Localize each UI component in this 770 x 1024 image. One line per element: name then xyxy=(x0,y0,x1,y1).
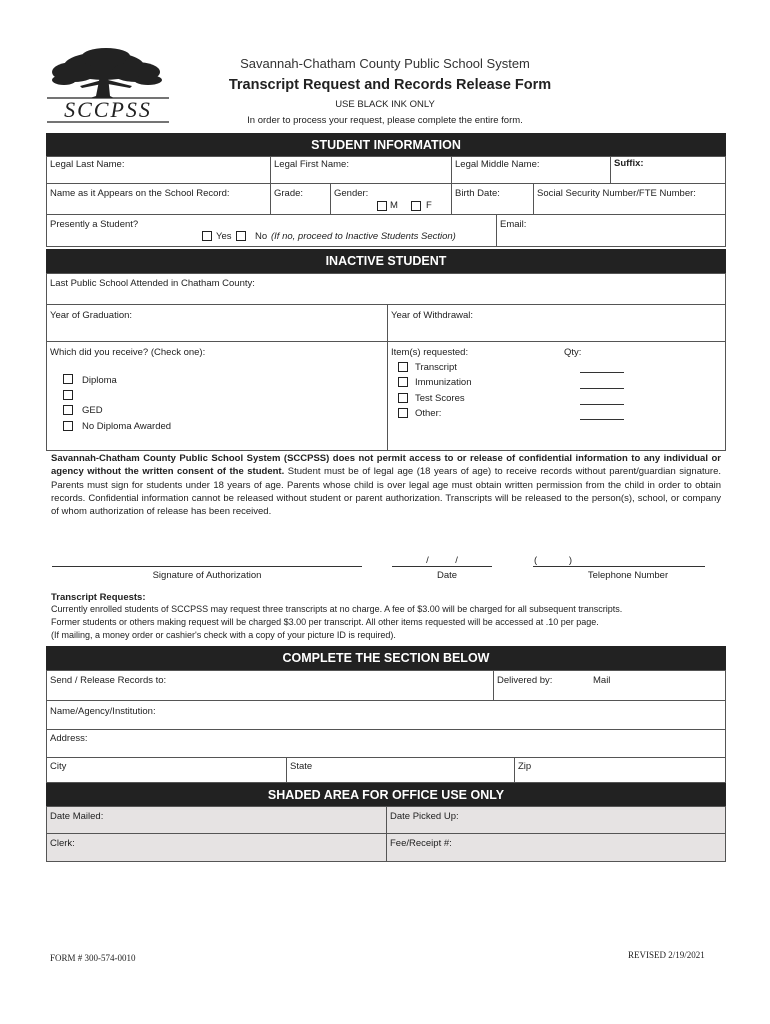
requests-heading: Transcript Requests: xyxy=(51,592,146,603)
date-mailed-field[interactable]: Date Mailed: xyxy=(50,811,104,822)
withdrawal-year-field[interactable]: Year of Withdrawal: xyxy=(391,310,474,321)
graduation-year-field[interactable]: Year of Graduation: xyxy=(50,310,133,321)
ged-label: GED xyxy=(82,405,103,416)
inactive-heading: INACTIVE STUDENT xyxy=(46,249,726,273)
diploma-label: Diploma xyxy=(82,375,117,386)
test-scores-label: Test Scores xyxy=(415,393,465,404)
name-on-record-field[interactable]: Name as it Appears on the School Record: xyxy=(50,188,230,199)
middle-name-field[interactable]: Legal Middle Name: xyxy=(455,159,540,170)
no-diploma-checkbox[interactable] xyxy=(63,421,73,431)
birth-date-field[interactable]: Birth Date: xyxy=(455,188,500,199)
qty-line-test-scores[interactable] xyxy=(580,404,624,405)
blank-option-checkbox[interactable] xyxy=(63,390,73,400)
instructions: In order to process your request, please complete the entire form. xyxy=(247,115,523,126)
presently-no-label: No xyxy=(255,231,268,242)
gender-female-label: F xyxy=(426,200,432,211)
name-agency-field[interactable]: Name/Agency/Institution: xyxy=(50,706,156,717)
logo-text: SCCPSS xyxy=(64,97,152,122)
ink-note: USE BLACK INK ONLY xyxy=(335,99,435,110)
requests-line-3: (If mailing, a money order or cashier's check with a copy of your picture ID is required). xyxy=(51,630,396,640)
clerk-field[interactable]: Clerk: xyxy=(50,838,75,849)
last-school-field[interactable]: Last Public School Attended in Chatham County: xyxy=(50,278,255,289)
other-label: Other: xyxy=(415,408,442,419)
requests-line-2: Former students or others making request will be charged $3.00 per transcript. All other items requested will be accessed at .10 per page. xyxy=(51,617,599,627)
signature-line[interactable] xyxy=(52,566,362,567)
signature-label: Signature of Authorization xyxy=(152,570,262,581)
release-table xyxy=(46,670,726,783)
ged-checkbox[interactable] xyxy=(63,405,73,415)
last-name-field[interactable]: Legal Last Name: xyxy=(50,159,125,170)
consent-bold: Savannah-Chatham County Public School System (SCCPSS) does not permit access to or release of confidential information to any individual or agency without the written consent of the student. xyxy=(51,453,721,478)
city-field[interactable]: City xyxy=(50,761,67,772)
date-line[interactable] xyxy=(392,566,492,567)
zip-field[interactable]: Zip xyxy=(518,761,532,772)
test-scores-checkbox[interactable] xyxy=(398,393,408,403)
gender-male-label: M xyxy=(390,200,398,211)
send-release-field[interactable]: Send / Release Records to: xyxy=(50,675,167,686)
gender-female-checkbox[interactable] xyxy=(411,201,421,211)
state-field[interactable]: State xyxy=(290,761,313,772)
address-field[interactable]: Address: xyxy=(50,733,88,744)
qty-line-other[interactable] xyxy=(580,419,624,420)
presently-no-checkbox[interactable] xyxy=(236,231,246,241)
transcript-label: Transcript xyxy=(415,362,457,373)
immunization-checkbox[interactable] xyxy=(398,377,408,387)
presently-yes-checkbox[interactable] xyxy=(202,231,212,241)
delivered-by-label: Delivered by: xyxy=(497,675,553,686)
phone-label: Telephone Number xyxy=(587,570,669,581)
first-name-field[interactable]: Legal First Name: xyxy=(274,159,349,170)
logo xyxy=(44,46,172,126)
grade-field[interactable]: Grade: xyxy=(274,188,304,199)
requests-line-1: Currently enrolled students of SCCPSS may request three transcripts at no charge. A fee of $3.00 will be charged for all subsequent transcripts. xyxy=(51,604,623,614)
form-number: FORM # 300-574-0010 xyxy=(50,953,136,963)
complete-heading: COMPLETE THE SECTION BELOW xyxy=(46,646,726,670)
consent-text: Student must be of legal age (18 years of age) to receive records without parent/guardian signature. Parents must sign for students under 18 years of age. Parents whose child is over legal age must obtain written permission from the child in order to obtain records. Confidential information cannot be released without student or parent authorization. Transcripts will be released to the person(s), school, or company of whom authorization of release has been received. xyxy=(51,466,721,518)
date-slashes: / / xyxy=(426,555,458,566)
phone-parens: ( ) xyxy=(534,555,572,566)
other-checkbox[interactable] xyxy=(398,408,408,418)
no-diploma-label: No Diploma Awarded xyxy=(82,421,172,432)
office-heading: SHADED AREA FOR OFFICE USE ONLY xyxy=(46,783,726,807)
items-requested-label: Item(s) requested: xyxy=(391,347,469,358)
received-label: Which did you receive? (Check one): xyxy=(50,347,206,358)
ssn-field[interactable]: Social Security Number/FTE Number: xyxy=(537,188,696,199)
qty-label: Qty: xyxy=(564,347,582,358)
form-title: Transcript Request and Records Release Form xyxy=(228,77,552,93)
delivered-mail-option[interactable]: Mail xyxy=(593,675,611,686)
email-field[interactable]: Email: xyxy=(500,219,527,230)
presently-yes-label: Yes xyxy=(216,231,232,242)
immunization-label: Immunization xyxy=(415,377,472,388)
date-label: Date xyxy=(436,570,458,581)
presently-no-note: (If no, proceed to Inactive Students Section) xyxy=(271,231,456,242)
phone-line[interactable] xyxy=(533,566,705,567)
student-info-heading: STUDENT INFORMATION xyxy=(46,133,726,157)
qty-line-immunization[interactable] xyxy=(580,388,624,389)
date-picked-up-field[interactable]: Date Picked Up: xyxy=(390,811,459,822)
revised-date: REVISED 2/19/2021 xyxy=(628,950,705,960)
diploma-checkbox[interactable] xyxy=(63,374,73,384)
suffix-field[interactable]: Suffix: xyxy=(614,158,644,169)
org-name: Savannah-Chatham County Public School System xyxy=(240,56,530,71)
qty-line-transcript[interactable] xyxy=(580,372,624,373)
transcript-checkbox[interactable] xyxy=(398,362,408,372)
consent-paragraph xyxy=(51,452,721,518)
gender-male-checkbox[interactable] xyxy=(377,201,387,211)
fee-receipt-field[interactable]: Fee/Receipt #: xyxy=(390,838,452,849)
presently-student-label: Presently a Student? xyxy=(50,219,139,230)
gender-label: Gender: xyxy=(334,188,369,199)
